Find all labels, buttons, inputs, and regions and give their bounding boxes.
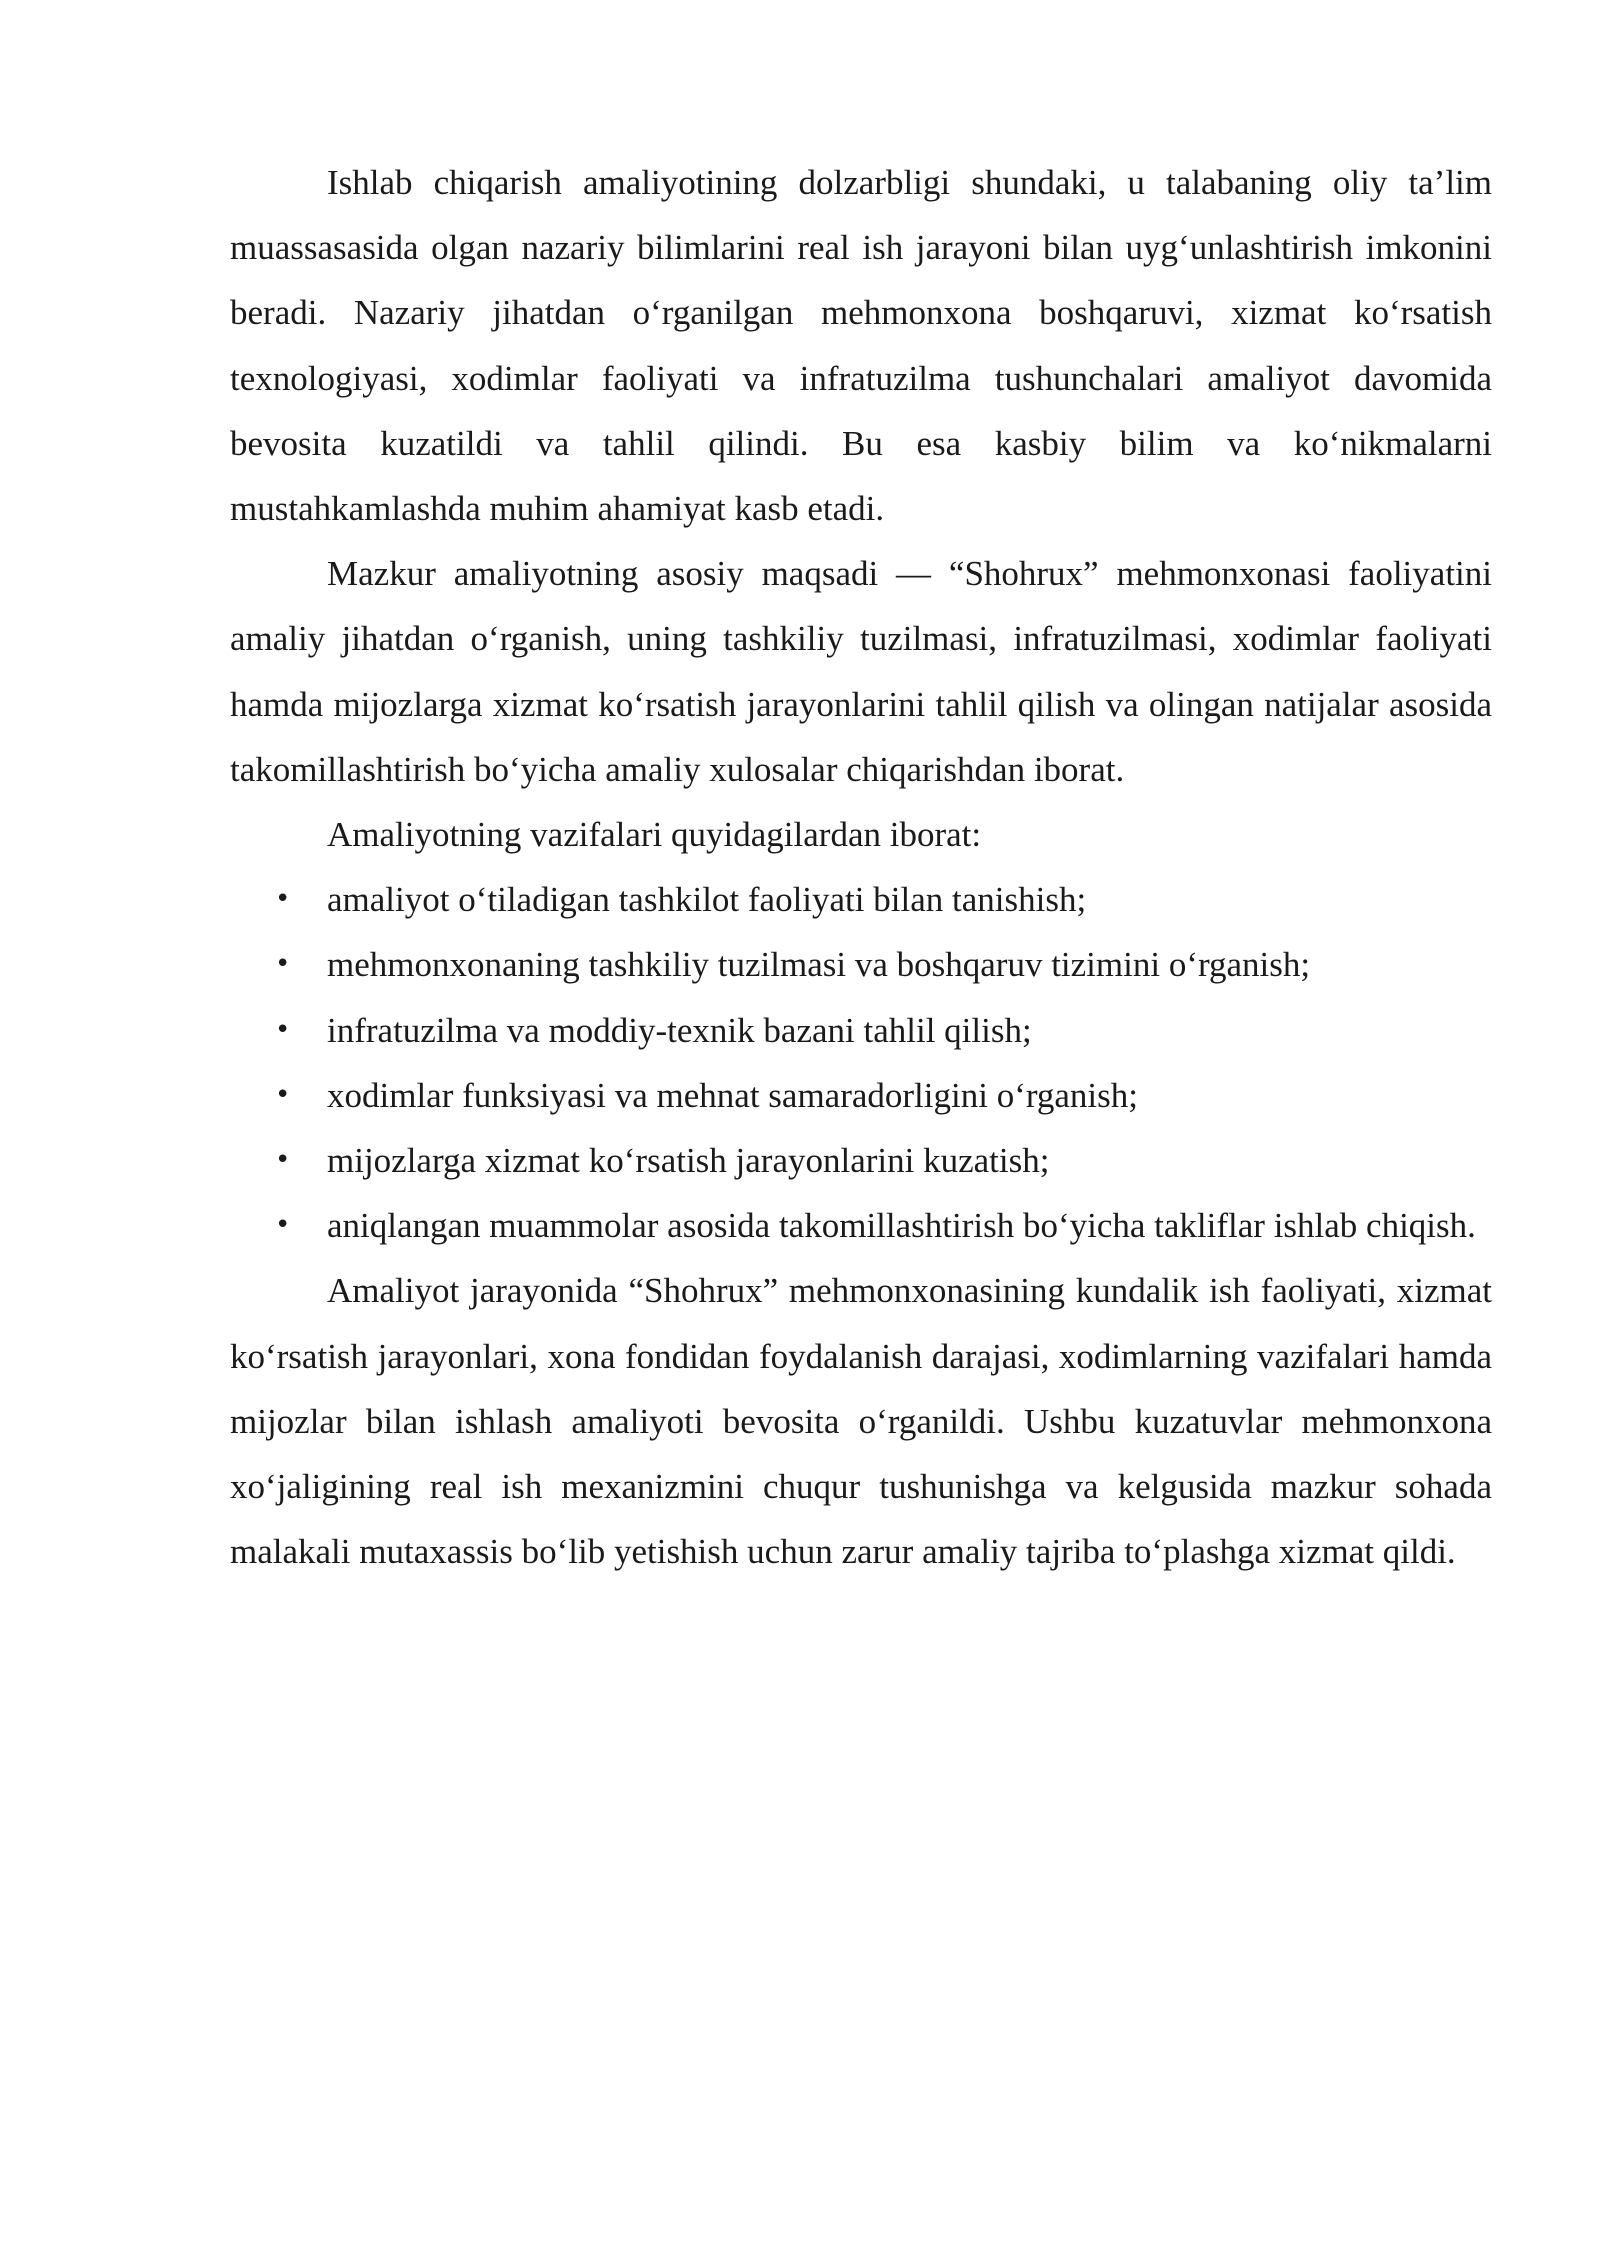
list-item: [230, 867, 1492, 932]
list-item-text: mehmonxonaning tashkiliy tuzilmasi va boshqaruv tizimini o‘rganish;: [327, 945, 1311, 985]
bullet-icon: •: [275, 884, 291, 915]
list-item-text: amaliyot o‘tiladigan tashkilot faoliyati bilan tanishish;: [327, 880, 1087, 920]
list-item-text: aniqlangan muammolar asosida takomillashtirish bo‘yicha takliflar ishlab chiqish.: [327, 1206, 1476, 1246]
paragraph-tasks-intro: Amaliyotning vazifalari quyidagilardan iborat:: [327, 815, 982, 855]
bullet-icon: •: [275, 1014, 291, 1045]
bullet-icon: •: [275, 949, 291, 980]
list-item-text: mijozlarga xizmat ko‘rsatish jarayonlarini kuzatish;: [327, 1141, 1050, 1181]
list-item: [230, 1193, 1492, 1258]
list-item: [230, 998, 1492, 1063]
list-item-text: infratuzilma va moddiy-texnik bazani tahlil qilish;: [327, 1010, 1032, 1050]
bullet-icon: •: [275, 1079, 291, 1110]
bullet-icon: •: [275, 1145, 291, 1176]
paragraph-goal: Mazkur amaliyotning asosiy maqsadi — “Shohrux” mehmonxonasi faoliyatini amaliy jihatdan o‘rganish, uning tashkiliy tuzilmasi, infratuzilmasi, xodimlar faoliyati hamda mijozlarga xizmat ko‘rsatish jarayonlarini tahlil qilish va olingan natijalar asosida takomillashtirish bo‘yicha amaliy xulosalar chiqarishdan iborat.: [230, 554, 1492, 789]
document-page: [230, 150, 1492, 1584]
list-item: [230, 1128, 1492, 1193]
list-item: [230, 1063, 1492, 1128]
paragraph-conclusion: Amaliyot jarayonida “Shohrux” mehmonxonasining kundalik ish faoliyati, xizmat ko‘rsatish jarayonlari, xona fondidan foydalanish darajasi, xodimlarning vazifalari hamda mijozlar bilan ishlash amaliyoti bevosita o‘rganildi. Ushbu kuzatuvlar mehmonxona xo‘jaligining real ish mexanizmini chuqur tushunishga va kelgusida mazkur sohada malakali mutaxassis bo‘lib yetishish uchun zarur amaliy tajriba to‘plashga xizmat qildi.: [230, 1271, 1492, 1572]
list-item-text: xodimlar funksiyasi va mehnat samaradorligini o‘rganish;: [327, 1075, 1138, 1115]
list-item: [230, 932, 1492, 997]
bullet-icon: •: [275, 1210, 291, 1241]
tasks-list: [230, 867, 1492, 1258]
paragraph-relevance: Ishlab chiqarish amaliyotining dolzarbligi shundaki, u talabaning oliy ta’lim muassasasida olgan nazariy bilimlarini real ish jarayoni bilan uyg‘unlashtirish imkonini beradi. Nazariy jihatdan o‘rganilgan mehmonxona boshqaruvi, xizmat ko‘rsatish texnologiyasi, xodimlar faoliyati va infratuzilma tushunchalari amaliyot davomida bevosita kuzatildi va tahlil qilindi. Bu esa kasbiy bilim va ko‘nikmalarni mustahkamlashda muhim ahamiyat kasb etadi.: [230, 163, 1492, 529]
